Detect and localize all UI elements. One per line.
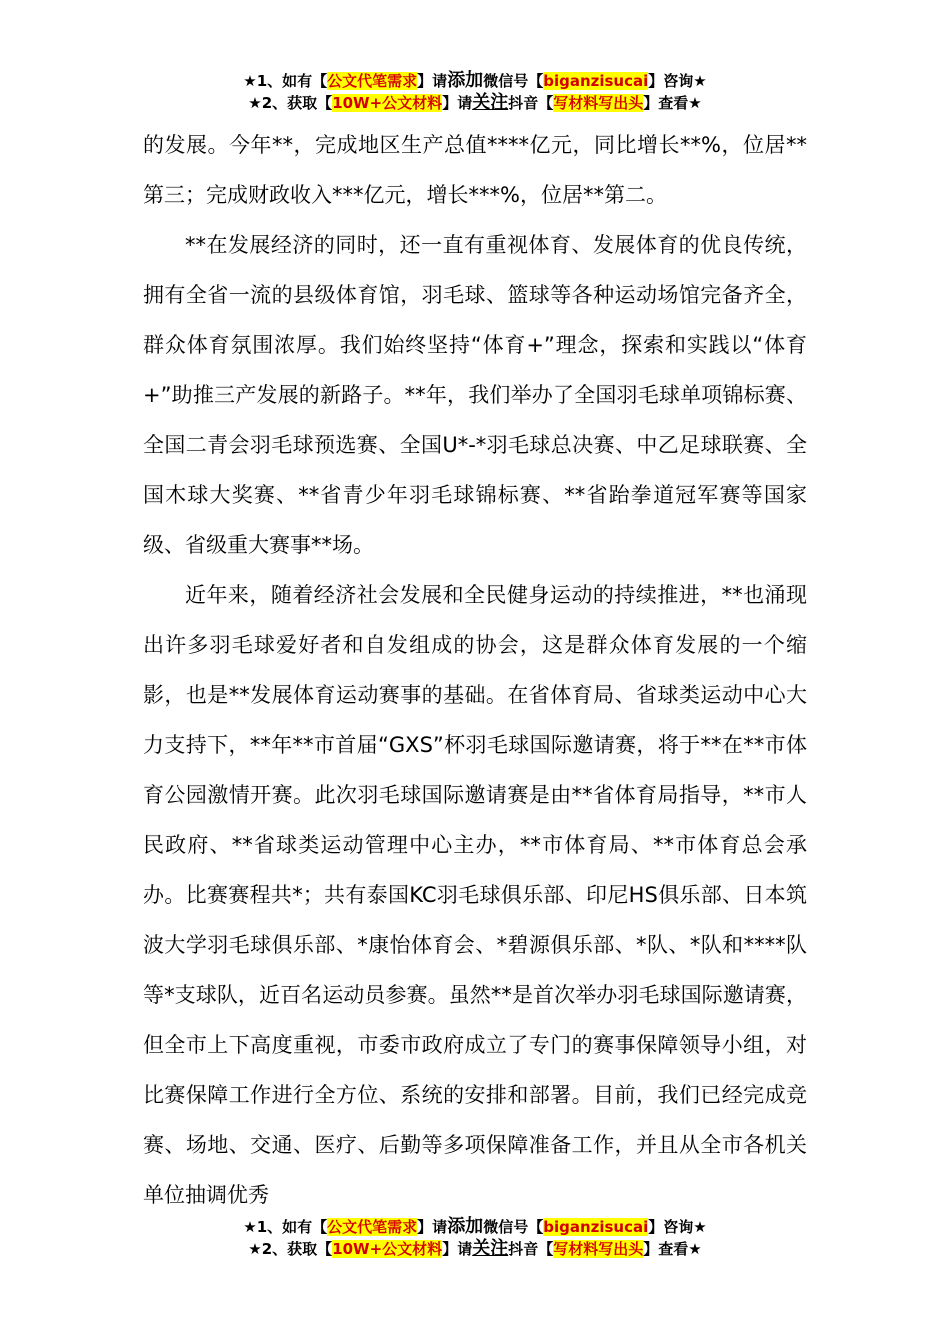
- footer-line-1-suffix: 】咨询★: [648, 1218, 707, 1236]
- footer-line-2-prefix: ★2、获取【: [248, 1240, 333, 1258]
- header-line-1-prefix: ★1、如有【: [243, 72, 328, 90]
- paragraph-2: **在发展经济的同时，还一直有重视体育、发展体育的优良传统，拥有全省一流的县级体育馆，羽毛球、篮球等各种运动场馆完备齐全，群众体育氛围浓厚。我们始终坚持“体育+”理念，探索和实践以“体育+”助推三产发展的新路子。**年，我们举办了全国羽毛球单项锦标赛、全国二青会羽毛球预选赛、全国U*-*羽毛球总决赛、中乙足球联赛、全国木球大奖赛、**省青少年羽毛球锦标赛、**省跆拳道冠军赛等国家级、省级重大赛事**场。: [143, 233, 807, 557]
- document-body: [143, 120, 807, 1220]
- header-highlight-douyin: 写材料写出头: [553, 94, 644, 112]
- header-line-2-prefix: ★2、获取【: [248, 94, 333, 112]
- footer-highlight-materials: 10W+公文材料: [332, 1240, 443, 1258]
- footer-line-1-mid2: 微信号【: [483, 1218, 544, 1236]
- header-emphasis-add: 添加: [447, 70, 484, 91]
- header-line-2-suffix: 】查看★: [643, 94, 702, 112]
- footer-line-2: [0, 1238, 950, 1260]
- paragraph-3: 近年来，随着经济社会发展和全民健身运动的持续推进，**也涌现出许多羽毛球爱好者和自发组成的协会，这是群众体育发展的一个缩影，也是**发展体育运动赛事的基础。在省体育局、省球类运动中心大力支持下，**年**市首届“GXS”杯羽毛球国际邀请赛，将于**在**市体育公园激情开赛。此次羽毛球国际邀请赛是由**省体育局指导，**市人民政府、**省球类运动管理中心主办，**市体育局、**市体育总会承办。比赛赛程共*；共有泰国KC羽毛球俱乐部、印尼HS俱乐部、日本筑波大学羽毛球俱乐部、*康怡体育会、*碧源俱乐部、*队、*队和****队等*支球队，近百名运动员参赛。虽然**是首次举办羽毛球国际邀请赛，但全市上下高度重视，市委市政府成立了专门的赛事保障领导小组，对比赛保障工作进行全方位、系统的安排和部署。目前，我们已经完成竞赛、场地、交通、医疗、后勤等多项保障准备工作，并且从全市各机关单位抽调优秀: [143, 583, 807, 1207]
- footer-line-1: [0, 1216, 950, 1238]
- footer-emphasis-add: 添加: [447, 1216, 484, 1237]
- header-line-2: [0, 92, 950, 114]
- footer-line-2-mid: 】请: [442, 1240, 473, 1258]
- header-line-2-mid: 】请: [442, 94, 473, 112]
- footer-line-1-prefix: ★1、如有【: [243, 1218, 328, 1236]
- header-line-1: [0, 70, 950, 92]
- footer-line-1-mid: 】请: [417, 1218, 448, 1236]
- header-line-1-mid: 】请: [417, 72, 448, 90]
- header-banner: [0, 70, 950, 114]
- header-highlight-wechat-id: biganzisucai: [543, 72, 649, 90]
- paragraph-1: 的发展。今年**，完成地区生产总值****亿元，同比增长**%，位居**第三；完成财政收入***亿元，增长***%，位居**第二。: [143, 133, 807, 207]
- header-line-1-mid2: 微信号【: [483, 72, 544, 90]
- header-highlight-service: 公文代笔需求: [327, 72, 418, 90]
- footer-highlight-douyin: 写材料写出头: [553, 1240, 644, 1258]
- footer-emphasis-follow: 关注: [472, 1238, 509, 1259]
- header-emphasis-follow: 关注: [472, 92, 509, 113]
- footer-highlight-service: 公文代笔需求: [327, 1218, 418, 1236]
- header-line-1-suffix: 】咨询★: [648, 72, 707, 90]
- header-line-2-mid2: 抖音【: [508, 94, 554, 112]
- footer-line-2-mid2: 抖音【: [508, 1240, 554, 1258]
- footer-highlight-wechat-id: biganzisucai: [543, 1218, 649, 1236]
- footer-line-2-suffix: 】查看★: [643, 1240, 702, 1258]
- header-highlight-materials: 10W+公文材料: [332, 94, 443, 112]
- footer-banner: [0, 1216, 950, 1260]
